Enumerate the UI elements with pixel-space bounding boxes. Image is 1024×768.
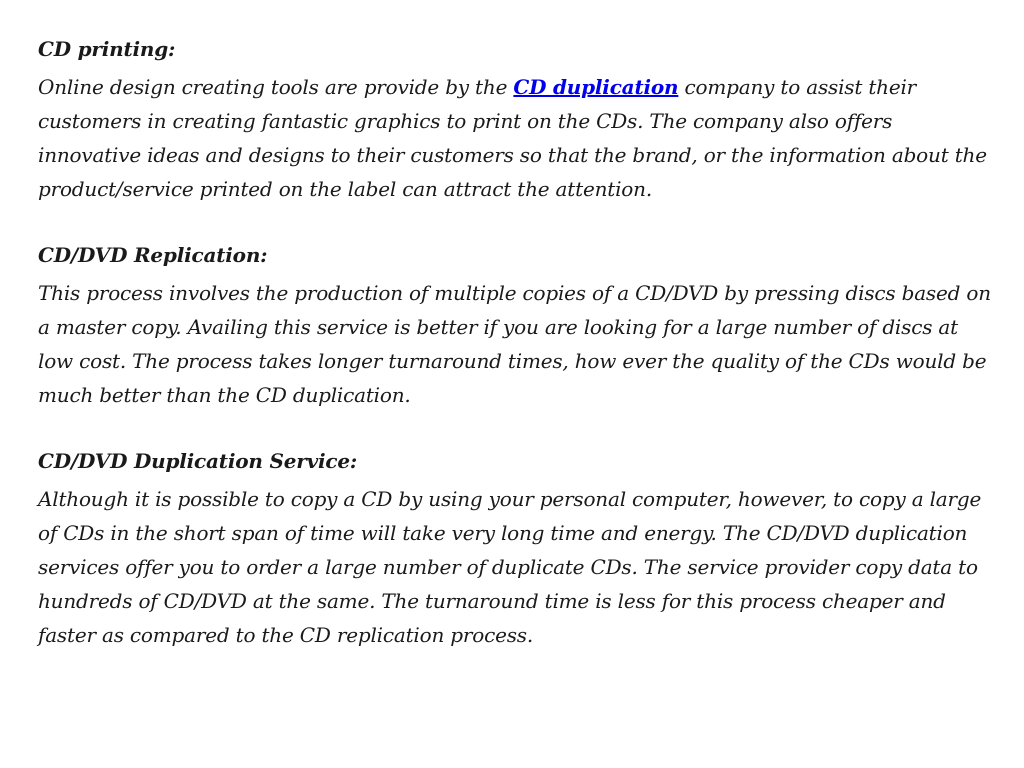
section-heading: CD printing: (38, 37, 176, 61)
body-text-after-link: company to assist their customers in creating fantastic graphics to print on the CDs. The company also offers innovative ideas and designs to their customers so that the brand, or the information about the product/service printed on the label can attract the attention. (38, 75, 987, 201)
section-heading: CD/DVD Duplication Service: (38, 449, 358, 473)
section-cd-printing (38, 34, 994, 206)
cd-duplication-link[interactable]: CD duplication (513, 75, 679, 99)
section-cd-dvd-replication (38, 240, 994, 412)
section-body (38, 70, 994, 206)
section-body: Although it is possible to copy a CD by using your personal computer, however, to copy a large of CDs in the short span of time will take very long time and energy. The CD/DVD duplication services offer you to order a large number of duplicate CDs. The service provider copy data to hundreds of CD/DVD at the same. The turnaround time is less for this process cheaper and faster as compared to the CD replication process. (38, 487, 982, 647)
body-text-before-link: Online design creating tools are provide by the (38, 75, 514, 99)
section-heading: CD/DVD Replication: (38, 243, 268, 267)
section-body: This process involves the production of multiple copies of a CD/DVD by pressing discs based on a master copy. Availing this service is better if you are looking for a large number of discs at low cost. The process takes longer turnaround times, how ever the quality of the CDs would be much better than the CD duplication. (38, 281, 991, 407)
section-cd-dvd-duplication-service (38, 446, 994, 652)
